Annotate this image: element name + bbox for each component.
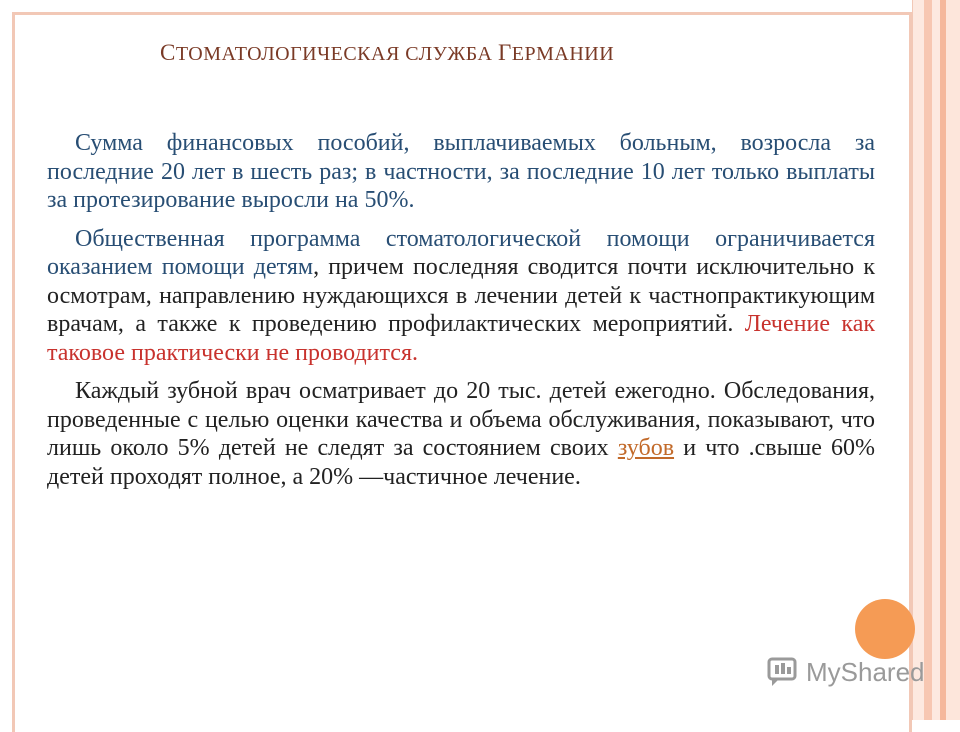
title-text: ТОМАТОЛОГИЧЕСКАЯ СЛУЖБА [175, 43, 498, 65]
paragraph-1 [47, 129, 875, 215]
teeth-link[interactable]: зубов [617, 435, 675, 461]
accent-circle [855, 599, 915, 659]
paragraph-3-text-end: и что .свыше 60% детей проходят полное, а 20% —частичное лечение. [47, 435, 875, 490]
title-cap: С [160, 40, 176, 65]
paragraph-2-highlight: Лечение как таковое практически не проводится. [47, 311, 875, 366]
myshared-watermark [766, 655, 925, 689]
slide-body [47, 129, 875, 501]
paragraph-2 [47, 225, 875, 368]
slide-title [160, 40, 780, 66]
title-text: ЕРМАНИИ [511, 43, 615, 65]
paragraph-2-text: , причем последняя сводится почти исключительно к осмотрам, направлению нуждающихся в лечении детей к частнопрактикующим врачам, а также к проведению профилактических мероприятий. [47, 254, 875, 337]
myshared-text: MyShared [806, 656, 925, 687]
paragraph-3 [47, 377, 875, 491]
paragraph-1-text: Сумма финансовых пособий, выплачиваемых больным, возросла за последние 20 лет в шесть раз; в частности, за последние 10 лет только выплаты за протезирование выросли на 50%. [47, 130, 875, 213]
decor-strip [924, 0, 932, 720]
title-cap: Г [497, 40, 512, 65]
paragraph-2-blue-text: Общественная программа стоматологической помощи ограничивается оказанием помощи детям [47, 225, 875, 280]
decor-strip [932, 0, 940, 720]
myshared-logo-icon [766, 655, 802, 689]
paragraph-3-text: Каждый зубной врач осматривает до 20 тыс. детей ежегодно. Обследования, проведенные с целью оценки качества и объема обслуживания, показывают, что лишь около 5% детей не следят за состоянием своих [47, 378, 875, 461]
decor-strip [946, 0, 960, 720]
